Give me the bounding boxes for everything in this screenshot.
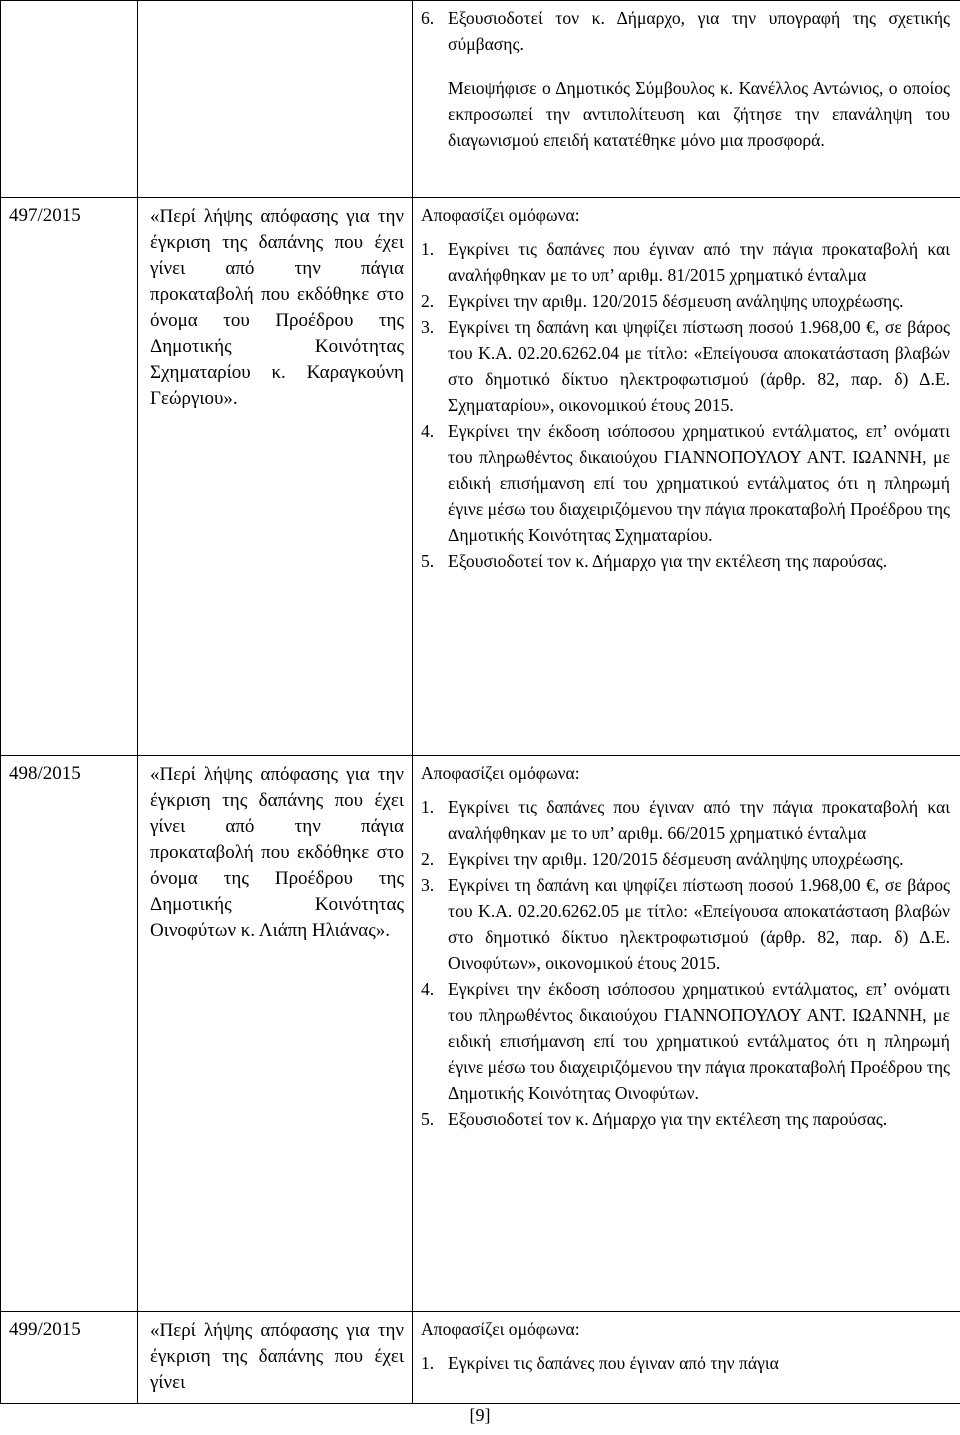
item-number: 2. (421, 849, 435, 869)
item-text: Εγκρίνει την αριθμ. 120/2015 δέσμευση ανάληψης υποχρέωσης. (448, 849, 904, 869)
item-text: Εξουσιοδοτεί τον κ. Δήμαρχο για την εκτέλεση της παρούσας. (448, 1109, 888, 1129)
list-item (421, 5, 950, 57)
item-number: 1. (421, 797, 435, 817)
item-number: 3. (421, 875, 435, 895)
list-item (421, 1106, 950, 1132)
item-number: 6. (421, 8, 435, 28)
table-row (1, 1312, 960, 1404)
empty-number-cell (1, 1, 138, 198)
list-item (421, 236, 950, 288)
decision-number: 498/2015 (1, 756, 138, 1312)
decision-title: «Περί λήψης απόφασης για την έγκριση της δαπάνης που έχει γίνει από την πάγια προκαταβολή που εκδόθηκε στο όνομα της Προέδρου της Δημοτικής Κοινότητας Οινοφύτων κ. Λιάπη Ηλιάνας». (138, 756, 413, 1312)
empty-title-cell (138, 1, 413, 198)
table-row (1, 1, 960, 198)
table-row (1, 198, 960, 756)
item-text: Εγκρίνει την αριθμ. 120/2015 δέσμευση ανάληψης υποχρέωσης. (448, 291, 904, 311)
item-text: Εγκρίνει τις δαπάνες που έγιναν από την πάγια προκαταβολή και αναλήφθηκαν με το υπ’ αριθμ. 66/2015 χρηματικό ένταλμα (448, 797, 950, 843)
item-text: Εξουσιοδοτεί τον κ. Δήμαρχο, για την υπογραφή της σχετικής σύμβασης. (448, 8, 950, 54)
decision-heading: Αποφασίζει ομόφωνα: (421, 205, 580, 225)
list-item (421, 418, 950, 548)
list-item (421, 846, 950, 872)
decision-cell (413, 198, 960, 756)
item-number: 3. (421, 317, 435, 337)
item-text: Εγκρίνει τη δαπάνη και ψηφίζει πίστωση ποσού 1.968,00 €, σε βάρος του Κ.Α. 02.20.6262.04 με τίτλο: «Επείγουσα αποκατάσταση βλαβών στο δημοτικό δίκτυο ηλεκτροφωτισμού (άρθρ. 82, παρ. δ) Δ.Ε. Σχηματαρίου», οικονομικού έτους 2015. (448, 317, 950, 415)
item-number: 2. (421, 291, 435, 311)
decision-items (421, 236, 950, 574)
page-number: [9] (469, 1405, 491, 1425)
item-text: Εξουσιοδοτεί τον κ. Δήμαρχο για την εκτέλεση της παρούσας. (448, 551, 888, 571)
spacer (421, 57, 950, 75)
decision-items (421, 794, 950, 1132)
item-number: 5. (421, 1109, 435, 1129)
decision-cell (413, 756, 960, 1312)
table-row (1, 756, 960, 1312)
decision-heading: Αποφασίζει ομόφωνα: (421, 1319, 580, 1339)
item-text: Εγκρίνει την έκδοση ισόποσου χρηματικού εντάλματος, επ’ ονόματι του πληρωθέντος δικαιούχου ΓΙΑΝΝΟΠΟΥΛΟΥ ΑΝΤ. ΙΩΑΝΝΗ, με ειδική επισήμανση επί του χρηματικού εντάλματος ότι η πληρωμή έγινε μέσω του διαχειριζόμενου την πάγια προκαταβολή Προέδρου της Δημοτικής Κοινότητας Οινοφύτων. (448, 979, 950, 1103)
list-item (421, 548, 950, 574)
list-item (421, 288, 950, 314)
decision-items (421, 5, 950, 57)
item-number: 5. (421, 551, 435, 571)
list-item (421, 976, 950, 1106)
minority-note: Μειοψήφισε ο Δημοτικός Σύμβουλος κ. Κανέλλος Αντώνιος, ο οποίος εκπροσωπεί την αντιπολίτευση και ζήτησε την επανάληψη του διαγωνισμού επειδή κατατέθηκε μόνο μια προσφορά. (448, 78, 950, 150)
list-item (421, 1350, 950, 1376)
item-number: 1. (421, 1353, 435, 1373)
item-text: Εγκρίνει τις δαπάνες που έγιναν από την πάγια προκαταβολή και αναλήφθηκαν με το υπ’ αριθμ. 81/2015 χρηματικό ένταλμα (448, 239, 950, 285)
item-number: 4. (421, 979, 435, 999)
item-text: Εγκρίνει τη δαπάνη και ψηφίζει πίστωση ποσού 1.968,00 €, σε βάρος του Κ.Α. 02.20.6262.05 με τίτλο: «Επείγουσα αποκατάσταση βλαβών στο δημοτικό δίκτυο ηλεκτροφωτισμού (άρθρ. 82, παρ. δ) Δ.Ε. Οινοφύτων», οικονομικού έτους 2015. (448, 875, 950, 973)
item-number: 4. (421, 421, 435, 441)
list-item (421, 314, 950, 418)
item-number: 1. (421, 239, 435, 259)
item-text: Εγκρίνει την έκδοση ισόποσου χρηματικού εντάλματος, επ’ ονόματι του πληρωθέντος δικαιούχου ΓΙΑΝΝΟΠΟΥΛΟΥ ΑΝΤ. ΙΩΑΝΝΗ, με ειδική επισήμανση επί του χρηματικού εντάλματος ότι η πληρωμή έγινε μέσω του διαχειριζόμενου την πάγια προκαταβολή Προέδρου της Δημοτικής Κοινότητας Σχηματαρίου. (448, 421, 950, 545)
item-text: Εγκρίνει τις δαπάνες που έγιναν από την πάγια (448, 1353, 779, 1373)
decision-cell (413, 1, 960, 198)
decision-title: «Περί λήψης απόφασης για την έγκριση της δαπάνης που έχει γίνει (138, 1312, 413, 1404)
decision-heading: Αποφασίζει ομόφωνα: (421, 763, 580, 783)
decision-items (421, 1350, 950, 1376)
decision-cell (413, 1312, 960, 1404)
list-item (421, 872, 950, 976)
list-item (421, 794, 950, 846)
decision-number: 497/2015 (1, 198, 138, 756)
decision-title: «Περί λήψης απόφασης για την έγκριση της δαπάνης που έχει γίνει από την πάγια προκαταβολή που εκδόθηκε στο όνομα του Προέδρου της Δημοτικής Κοινότητας Σχηματαρίου κ. Καραγκούνη Γεώργιου». (138, 198, 413, 756)
decision-number: 499/2015 (1, 1312, 138, 1404)
